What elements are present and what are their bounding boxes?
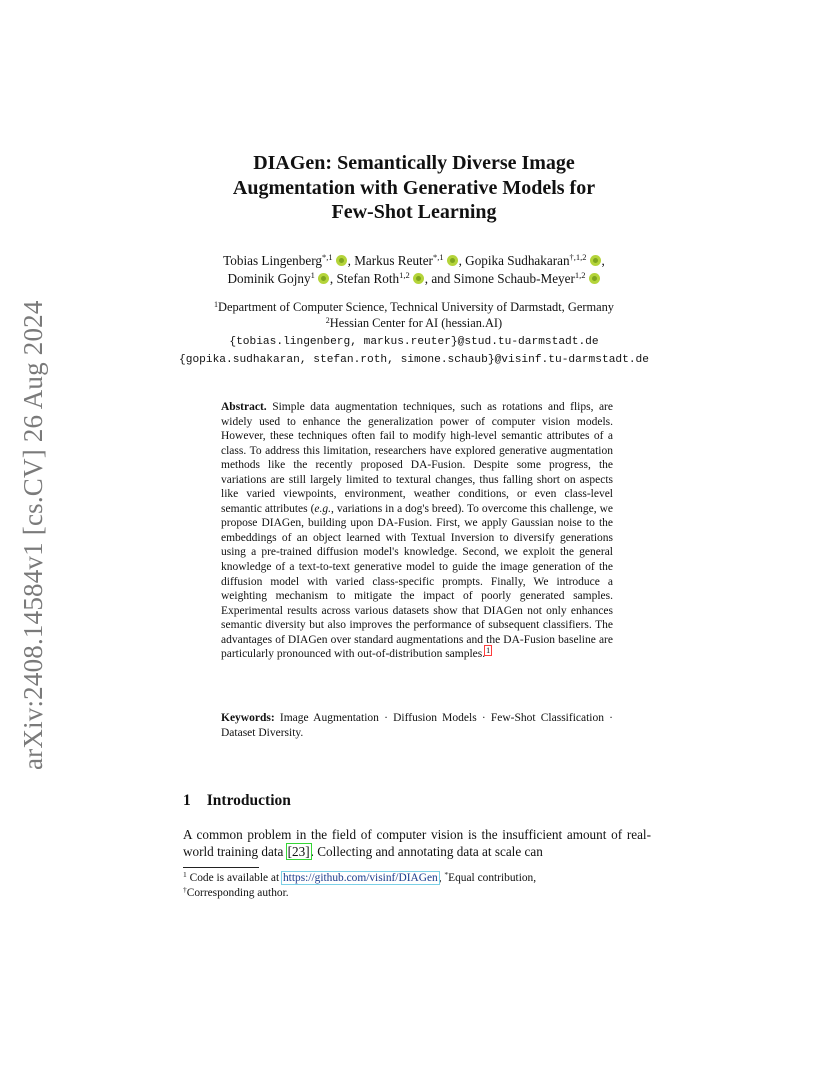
author-affil-mark: *,1: [321, 252, 333, 262]
keywords-label: Keywords:: [221, 712, 275, 724]
author-list: [180, 252, 648, 288]
abstract-text: , variations in a dog's breed). To overcome this challenge, we propose DIAGen, building upon DA-Fusion. First, we apply Gaussian noise to the embeddings of an object learned with Textual Inversion to diversify generations using a pre-trained diffusion model's knowledge. Second, we exploit the general knowledge of a text-to-text generative model to guide the image generation of the diffusion model with varied class-specific prompts. Finally, We introduce a weighting mechanism to mitigate the impact of poorly generated samples. Experimental results across various datasets show that DIAGen not only enhances semantic diversity but also improves the performance of subsequent classifiers. The advantages of DIAGen over standard augmentations and the DA-Fusion baseline are particularly pronounced with out-of-distribution samples.: [221, 502, 613, 661]
orcid-icon[interactable]: [336, 255, 347, 266]
title-line: Few-Shot Learning: [331, 201, 497, 223]
intro-paragraph: A common problem in the field of computer vision is the insufficient amount of real-world training data [23]. Collecting and annotating data at scale can: [183, 827, 651, 860]
email-line-2: {gopika.sudhakaran, stefan.roth, simone.schaub}@visinf.tu-darmstadt.de: [179, 354, 649, 367]
author-name: Stefan Roth: [336, 271, 400, 286]
author-name: Gopika Sudhakaran: [465, 253, 570, 268]
footnote: $^1$ Code is available at https://github.com/visinf/DIAGen, *Equal contribution, †Corresponding author.: [183, 870, 537, 899]
title-line: DIAGen: Semantically Diverse Image: [253, 152, 575, 174]
equal-mark: *: [444, 870, 449, 879]
author-affil-mark: 1: [310, 270, 315, 280]
email-line-1: {tobias.lingenberg, markus.reuter}@stud.tu-darmstadt.de: [229, 335, 599, 348]
author-affil-mark: 1,2: [574, 270, 586, 280]
orcid-icon[interactable]: [590, 255, 601, 266]
affiliation-1: $^1$Department of Computer Science, Technical University of Darmstadt, Germany: [214, 300, 614, 314]
author-name: Dominik Gojny: [227, 271, 311, 286]
orcid-icon[interactable]: [589, 273, 600, 284]
footnote-rule: [183, 867, 259, 868]
abstract-eg: e.g.: [314, 502, 332, 515]
author-line: Dominik Gojny$^1$ , Stefan Roth$^{1,2}$ , and Simone Schaub-Meyer$^{1,2}$: [180, 270, 648, 288]
author-name: Tobias Lingenberg: [223, 253, 322, 268]
footnote-link[interactable]: 1: [486, 646, 491, 656]
corresponding-mark: †: [183, 885, 187, 894]
code-link[interactable]: https://github.com/visinf/DIAGen: [282, 872, 438, 884]
affiliation-2: $^2$Hessian Center for AI (hessian.AI): [325, 316, 503, 331]
arxiv-identifier: arXiv:2408.14584v1 [cs.CV] 26 Aug 2024: [18, 300, 48, 770]
abstract-text: Simple data augmentation techniques, such as rotations and flips, are widely used to enhance the generalization power of computer vision models. However, these techniques often fail to modify high-level semantic attributes of a class. To address this limitation, researchers have explored generative augmentation methods like the recently proposed DA-Fusion. Despite some progress, the variations are still largely limited to textural changes, thus falling short on aspects like varied viewpoints, environment, weather conditions, or even class-level semantic attributes (: [221, 401, 613, 515]
section-title: Introduction: [206, 792, 291, 809]
title-line: Augmentation with Generative Models for: [232, 176, 596, 199]
footnote-mark: 1: [183, 870, 187, 879]
author-name: Markus Reuter: [354, 253, 433, 268]
orcid-icon[interactable]: [318, 273, 329, 284]
abstract-label: Abstract.: [221, 401, 267, 413]
author-name: Simone Schaub-Meyer: [453, 271, 575, 286]
orcid-icon[interactable]: [447, 255, 458, 266]
author-affil-mark: *,1: [432, 252, 444, 262]
abstract: [221, 400, 613, 662]
author-line: Tobias Lingenberg$^{*,1}$ , Markus Reuter$^{*,1}$ , Gopika Sudhakaran$^{\dagger,1,2}$ ,: [223, 252, 605, 268]
section-heading: [183, 792, 291, 810]
keywords: [221, 711, 613, 740]
section-number: 1: [183, 792, 191, 809]
keywords-text: Image Augmentation · Diffusion Models · Few-Shot Classification · Dataset Diversity.: [221, 712, 614, 739]
affiliations: [160, 299, 668, 369]
citation-link[interactable]: [23]: [287, 844, 310, 860]
author-affil-mark: 1,2: [399, 270, 410, 280]
paper-title: [180, 151, 648, 225]
author-affil-mark: †,1,2: [569, 252, 587, 262]
orcid-icon[interactable]: [413, 273, 424, 284]
